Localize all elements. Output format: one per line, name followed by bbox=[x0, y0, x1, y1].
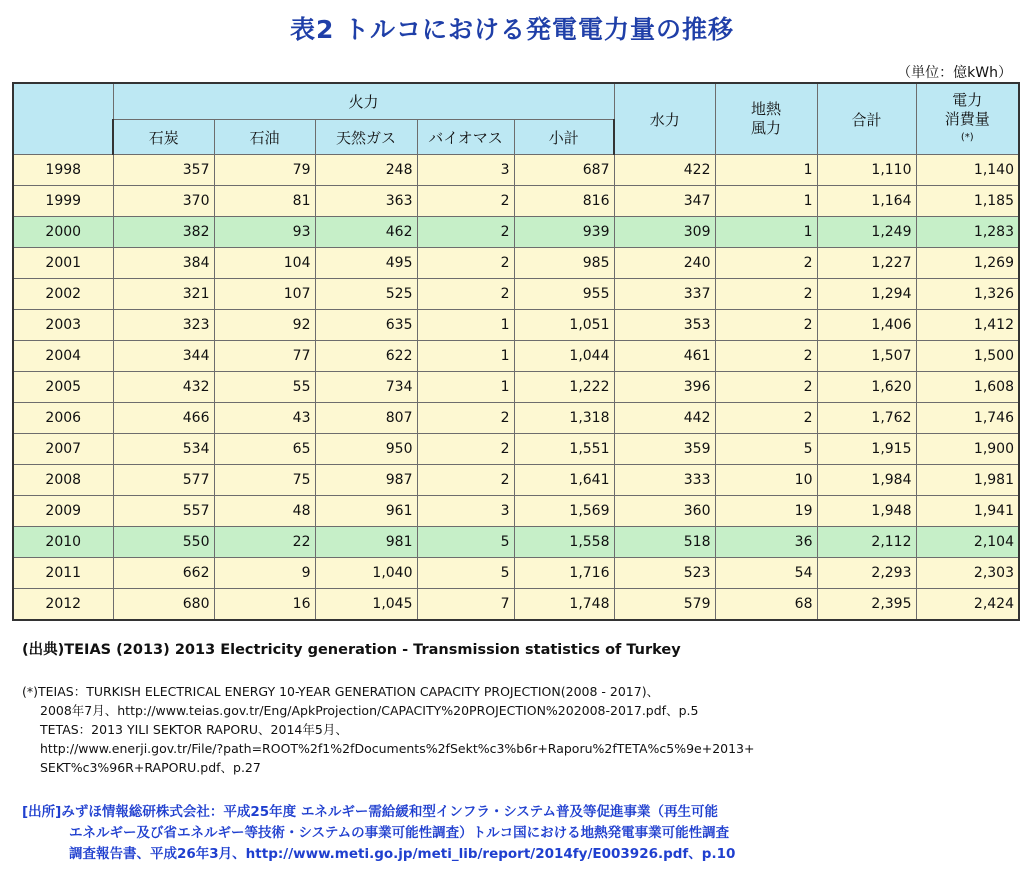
footnote-line: SEKT%c3%96R+RAPORU.pdf、p.27 bbox=[40, 760, 261, 775]
cell-gas: 961 bbox=[315, 496, 417, 527]
cell-hydro: 309 bbox=[614, 217, 715, 248]
table-body bbox=[13, 155, 1019, 621]
cell-gas: 807 bbox=[315, 403, 417, 434]
cell-consumption: 1,981 bbox=[916, 465, 1019, 496]
cell-year: 2002 bbox=[13, 279, 113, 310]
cell-hydro: 579 bbox=[614, 589, 715, 621]
table-row bbox=[13, 589, 1019, 621]
table-row bbox=[13, 496, 1019, 527]
cell-geo: 2 bbox=[715, 248, 817, 279]
cell-coal: 344 bbox=[113, 341, 214, 372]
cell-oil: 16 bbox=[214, 589, 315, 621]
cell-consumption: 1,283 bbox=[916, 217, 1019, 248]
cell-biomass: 5 bbox=[417, 527, 514, 558]
cell-subtotal: 955 bbox=[514, 279, 614, 310]
cell-year: 2006 bbox=[13, 403, 113, 434]
header-geothermal-wind bbox=[715, 83, 817, 155]
cell-coal: 382 bbox=[113, 217, 214, 248]
cell-geo: 36 bbox=[715, 527, 817, 558]
cell-year: 2008 bbox=[13, 465, 113, 496]
cell-coal: 357 bbox=[113, 155, 214, 186]
cell-coal: 370 bbox=[113, 186, 214, 217]
footnote-line: http://www.enerji.gov.tr/File/?path=ROOT%2f1%2fDocuments%2fSekt%c3%b6r+Raporu%2fTETA%c5%9e+2013+ bbox=[40, 741, 755, 756]
cell-total: 1,249 bbox=[817, 217, 916, 248]
header-geo-line1: 地熱 bbox=[750, 100, 781, 118]
cell-subtotal: 939 bbox=[514, 217, 614, 248]
cell-gas: 981 bbox=[315, 527, 417, 558]
cell-geo: 19 bbox=[715, 496, 817, 527]
cell-geo: 68 bbox=[715, 589, 817, 621]
cell-year: 2007 bbox=[13, 434, 113, 465]
cell-total: 1,507 bbox=[817, 341, 916, 372]
cell-biomass: 3 bbox=[417, 496, 514, 527]
cell-subtotal: 687 bbox=[514, 155, 614, 186]
cell-total: 1,915 bbox=[817, 434, 916, 465]
cell-consumption: 1,608 bbox=[916, 372, 1019, 403]
cell-consumption: 1,941 bbox=[916, 496, 1019, 527]
header-coal: 石炭 bbox=[113, 120, 214, 155]
cell-consumption: 1,269 bbox=[916, 248, 1019, 279]
cell-gas: 495 bbox=[315, 248, 417, 279]
footnote-mark: (*) bbox=[960, 131, 974, 143]
cell-hydro: 396 bbox=[614, 372, 715, 403]
cell-subtotal: 1,051 bbox=[514, 310, 614, 341]
cell-oil: 43 bbox=[214, 403, 315, 434]
cell-coal: 384 bbox=[113, 248, 214, 279]
cell-gas: 363 bbox=[315, 186, 417, 217]
cell-year: 2004 bbox=[13, 341, 113, 372]
cell-subtotal: 1,551 bbox=[514, 434, 614, 465]
cell-consumption: 1,746 bbox=[916, 403, 1019, 434]
cell-total: 1,164 bbox=[817, 186, 916, 217]
cell-biomass: 1 bbox=[417, 372, 514, 403]
cell-geo: 5 bbox=[715, 434, 817, 465]
cell-biomass: 2 bbox=[417, 434, 514, 465]
cell-hydro: 240 bbox=[614, 248, 715, 279]
cell-coal: 466 bbox=[113, 403, 214, 434]
origin-line: 調査報告書、平成26年3月、http://www.meti.go.jp/meti_lib/report/2014fy/E003926.pdf、p.10 bbox=[69, 846, 736, 862]
table-row bbox=[13, 248, 1019, 279]
cell-total: 1,620 bbox=[817, 372, 916, 403]
cell-coal: 662 bbox=[113, 558, 214, 589]
cell-biomass: 1 bbox=[417, 341, 514, 372]
cell-biomass: 3 bbox=[417, 155, 514, 186]
cell-subtotal: 816 bbox=[514, 186, 614, 217]
table-row bbox=[13, 341, 1019, 372]
cell-biomass: 1 bbox=[417, 310, 514, 341]
cell-subtotal: 1,641 bbox=[514, 465, 614, 496]
cell-total: 1,406 bbox=[817, 310, 916, 341]
cell-subtotal: 1,748 bbox=[514, 589, 614, 621]
cell-hydro: 461 bbox=[614, 341, 715, 372]
cell-oil: 48 bbox=[214, 496, 315, 527]
cell-biomass: 2 bbox=[417, 186, 514, 217]
cell-total: 2,293 bbox=[817, 558, 916, 589]
table-row bbox=[13, 403, 1019, 434]
cell-oil: 65 bbox=[214, 434, 315, 465]
cell-biomass: 2 bbox=[417, 279, 514, 310]
cell-consumption: 1,900 bbox=[916, 434, 1019, 465]
page-title: 表2 トルコにおける発電電力量の推移 bbox=[289, 15, 735, 44]
cell-oil: 75 bbox=[214, 465, 315, 496]
cell-coal: 534 bbox=[113, 434, 214, 465]
header-year-blank bbox=[13, 83, 113, 155]
cell-gas: 622 bbox=[315, 341, 417, 372]
header-hydro: 水力 bbox=[614, 83, 715, 155]
cell-consumption: 2,424 bbox=[916, 589, 1019, 621]
cell-subtotal: 1,716 bbox=[514, 558, 614, 589]
cell-gas: 1,040 bbox=[315, 558, 417, 589]
footnote-line: 2008年7月、http://www.teias.gov.tr/Eng/ApkProjection/CAPACITY%20PROJECTION%202008-2017.pdf、p.5 bbox=[40, 703, 699, 718]
cell-consumption: 2,104 bbox=[916, 527, 1019, 558]
cell-geo: 1 bbox=[715, 217, 817, 248]
cell-oil: 93 bbox=[214, 217, 315, 248]
cell-total: 1,294 bbox=[817, 279, 916, 310]
cell-geo: 2 bbox=[715, 372, 817, 403]
cell-hydro: 333 bbox=[614, 465, 715, 496]
table-row bbox=[13, 465, 1019, 496]
cell-coal: 550 bbox=[113, 527, 214, 558]
table-row bbox=[13, 217, 1019, 248]
cell-coal: 323 bbox=[113, 310, 214, 341]
cell-year: 2000 bbox=[13, 217, 113, 248]
cell-geo: 1 bbox=[715, 155, 817, 186]
cell-geo: 10 bbox=[715, 465, 817, 496]
header-consumption-line1: 電力 bbox=[952, 90, 983, 109]
cell-geo: 1 bbox=[715, 186, 817, 217]
table-row bbox=[13, 527, 1019, 558]
table-row bbox=[13, 155, 1019, 186]
cell-year: 1998 bbox=[13, 155, 113, 186]
origin-citation bbox=[22, 802, 735, 865]
cell-oil: 92 bbox=[214, 310, 315, 341]
cell-biomass: 7 bbox=[417, 589, 514, 621]
cell-consumption: 1,185 bbox=[916, 186, 1019, 217]
cell-year: 2001 bbox=[13, 248, 113, 279]
header-oil: 石油 bbox=[214, 120, 315, 155]
cell-subtotal: 1,222 bbox=[514, 372, 614, 403]
cell-subtotal: 1,318 bbox=[514, 403, 614, 434]
table-row bbox=[13, 186, 1019, 217]
cell-consumption: 2,303 bbox=[916, 558, 1019, 589]
cell-biomass: 2 bbox=[417, 248, 514, 279]
cell-hydro: 422 bbox=[614, 155, 715, 186]
table-row bbox=[13, 434, 1019, 465]
unit-label: （単位：億kWh） bbox=[897, 65, 1012, 81]
cell-oil: 81 bbox=[214, 186, 315, 217]
cell-oil: 104 bbox=[214, 248, 315, 279]
cell-geo: 2 bbox=[715, 341, 817, 372]
table-row bbox=[13, 372, 1019, 403]
header-thermal-group: 火力 bbox=[113, 83, 614, 120]
generation-table bbox=[12, 82, 1020, 621]
cell-gas: 950 bbox=[315, 434, 417, 465]
cell-biomass: 5 bbox=[417, 558, 514, 589]
cell-consumption: 1,140 bbox=[916, 155, 1019, 186]
table-row bbox=[13, 279, 1019, 310]
cell-consumption: 1,500 bbox=[916, 341, 1019, 372]
header-consumption-line2: 消費量 (*) bbox=[944, 109, 990, 143]
cell-hydro: 353 bbox=[614, 310, 715, 341]
cell-gas: 734 bbox=[315, 372, 417, 403]
cell-oil: 107 bbox=[214, 279, 315, 310]
cell-hydro: 337 bbox=[614, 279, 715, 310]
cell-subtotal: 1,044 bbox=[514, 341, 614, 372]
footnote-line: (*)TEIAS：TURKISH ELECTRICAL ENERGY 10-YEAR GENERATION CAPACITY PROJECTION(2008 - 2017)、 bbox=[22, 684, 660, 699]
source-citation: (出典)TEIAS (2013) 2013 Electricity generation - Transmission statistics of Turkey bbox=[22, 642, 681, 658]
cell-gas: 635 bbox=[315, 310, 417, 341]
cell-year: 1999 bbox=[13, 186, 113, 217]
cell-year: 2012 bbox=[13, 589, 113, 621]
header-gas: 天然ガス bbox=[315, 120, 417, 155]
cell-coal: 680 bbox=[113, 589, 214, 621]
cell-consumption: 1,326 bbox=[916, 279, 1019, 310]
cell-biomass: 2 bbox=[417, 217, 514, 248]
table-row bbox=[13, 558, 1019, 589]
cell-hydro: 518 bbox=[614, 527, 715, 558]
cell-total: 2,112 bbox=[817, 527, 916, 558]
cell-oil: 77 bbox=[214, 341, 315, 372]
header-biomass: バイオマス bbox=[417, 120, 514, 155]
cell-biomass: 2 bbox=[417, 465, 514, 496]
cell-gas: 248 bbox=[315, 155, 417, 186]
cell-total: 1,948 bbox=[817, 496, 916, 527]
header-consumption bbox=[916, 83, 1019, 155]
cell-hydro: 359 bbox=[614, 434, 715, 465]
cell-year: 2010 bbox=[13, 527, 113, 558]
cell-geo: 2 bbox=[715, 279, 817, 310]
cell-oil: 22 bbox=[214, 527, 315, 558]
cell-subtotal: 1,558 bbox=[514, 527, 614, 558]
footnote-line: TETAS：2013 YILI SEKTOR RAPORU、2014年5月、 bbox=[40, 722, 348, 737]
cell-year: 2009 bbox=[13, 496, 113, 527]
origin-line: エネルギー及び省エネルギー等技術・システムの事業可能性調査）トルコ国における地熱発電事業可能性調査 bbox=[69, 825, 730, 841]
table-row bbox=[13, 310, 1019, 341]
header-total: 合計 bbox=[817, 83, 916, 155]
header-subtotal: 小計 bbox=[514, 120, 614, 155]
cell-geo: 2 bbox=[715, 310, 817, 341]
cell-coal: 557 bbox=[113, 496, 214, 527]
origin-line: [出所]みずほ情報総研株式会社：平成25年度 エネルギー需給緩和型インフラ・システム普及等促進事業（再生可能 bbox=[22, 804, 718, 820]
cell-subtotal: 1,569 bbox=[514, 496, 614, 527]
cell-consumption: 1,412 bbox=[916, 310, 1019, 341]
cell-coal: 321 bbox=[113, 279, 214, 310]
cell-total: 2,395 bbox=[817, 589, 916, 621]
cell-oil: 79 bbox=[214, 155, 315, 186]
cell-oil: 55 bbox=[214, 372, 315, 403]
cell-geo: 54 bbox=[715, 558, 817, 589]
cell-hydro: 347 bbox=[614, 186, 715, 217]
cell-gas: 1,045 bbox=[315, 589, 417, 621]
footnote-block bbox=[22, 682, 754, 777]
cell-gas: 987 bbox=[315, 465, 417, 496]
cell-oil: 9 bbox=[214, 558, 315, 589]
cell-hydro: 442 bbox=[614, 403, 715, 434]
cell-gas: 462 bbox=[315, 217, 417, 248]
cell-total: 1,110 bbox=[817, 155, 916, 186]
cell-total: 1,227 bbox=[817, 248, 916, 279]
cell-coal: 432 bbox=[113, 372, 214, 403]
header-geo-line2: 風力 bbox=[750, 119, 781, 137]
cell-total: 1,984 bbox=[817, 465, 916, 496]
cell-year: 2005 bbox=[13, 372, 113, 403]
cell-year: 2011 bbox=[13, 558, 113, 589]
cell-biomass: 2 bbox=[417, 403, 514, 434]
cell-year: 2003 bbox=[13, 310, 113, 341]
cell-hydro: 360 bbox=[614, 496, 715, 527]
cell-gas: 525 bbox=[315, 279, 417, 310]
cell-geo: 2 bbox=[715, 403, 817, 434]
cell-hydro: 523 bbox=[614, 558, 715, 589]
cell-coal: 577 bbox=[113, 465, 214, 496]
cell-subtotal: 985 bbox=[514, 248, 614, 279]
cell-total: 1,762 bbox=[817, 403, 916, 434]
